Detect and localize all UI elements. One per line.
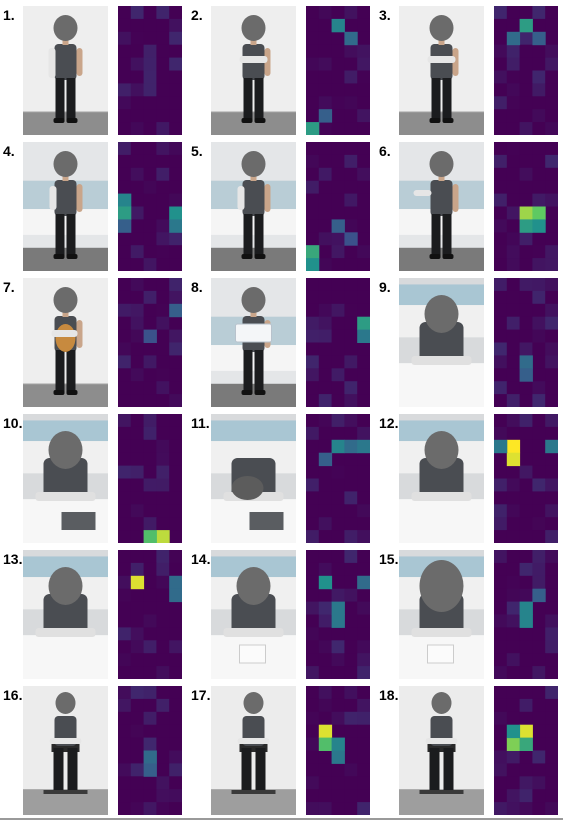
heatmap-hot-cell xyxy=(332,19,345,32)
heatmap-hot-cell xyxy=(332,751,345,764)
pose-photo xyxy=(399,414,484,543)
panel-number: 15. xyxy=(379,551,399,567)
heatmap-hot-cell xyxy=(507,453,520,466)
heatmap-hot-cell xyxy=(357,330,370,343)
pressure-heatmap xyxy=(118,414,182,543)
panel-number: 5. xyxy=(191,143,203,159)
heatmap-hot-cell xyxy=(357,576,370,589)
heatmap-hot-cell xyxy=(520,615,533,628)
pose-photo xyxy=(23,6,108,135)
bottom-divider xyxy=(0,818,563,820)
heatmap-hot-cell xyxy=(332,615,345,628)
panel-number: 18. xyxy=(379,687,399,703)
panel-number: 4. xyxy=(3,143,15,159)
heatmap-hot-cell xyxy=(532,207,545,220)
heatmap-hot-cell xyxy=(319,738,332,751)
heatmap-hot-cell xyxy=(306,245,319,258)
heatmap-hot-cell xyxy=(169,576,182,589)
pressure-heatmap xyxy=(118,686,182,815)
heatmap-hot-cell xyxy=(507,725,520,738)
heatmap-hot-cell xyxy=(156,530,169,543)
panel-2 xyxy=(188,4,375,140)
panel-14 xyxy=(188,548,375,684)
pose-photo xyxy=(211,686,296,815)
pressure-heatmap xyxy=(306,142,370,271)
heatmap-hot-cell xyxy=(169,207,182,220)
heatmap-hot-cell xyxy=(169,589,182,602)
heatmap-hot-cell xyxy=(144,763,157,776)
heatmap-hot-cell xyxy=(169,219,182,232)
heatmap-hot-cell xyxy=(520,355,533,368)
heatmap-hot-cell xyxy=(319,576,332,589)
heatmap-hot-cell xyxy=(144,751,157,764)
panel-10 xyxy=(0,412,187,548)
heatmap-hot-cell xyxy=(144,330,157,343)
panel-number: 17. xyxy=(191,687,211,703)
panel-4 xyxy=(0,140,187,276)
pose-photo xyxy=(23,278,108,407)
heatmap-hot-cell xyxy=(332,219,345,232)
panel-7 xyxy=(0,276,187,412)
pressure-heatmap xyxy=(306,686,370,815)
panel-11 xyxy=(188,412,375,548)
panel-15 xyxy=(376,548,563,684)
panel-number: 8. xyxy=(191,279,203,295)
heatmap-hot-cell xyxy=(520,19,533,32)
panel-5 xyxy=(188,140,375,276)
heatmap-hot-cell xyxy=(532,32,545,45)
pose-photo xyxy=(211,6,296,135)
panel-8 xyxy=(188,276,375,412)
panel-number: 9. xyxy=(379,279,391,295)
heatmap-hot-cell xyxy=(532,219,545,232)
heatmap-hot-cell xyxy=(332,440,345,453)
pressure-heatmap xyxy=(494,414,558,543)
heatmap-hot-cell xyxy=(520,368,533,381)
heatmap-hot-cell xyxy=(520,602,533,615)
pressure-heatmap xyxy=(494,6,558,135)
panel-3 xyxy=(376,4,563,140)
heatmap-hot-cell xyxy=(344,32,357,45)
pressure-heatmap xyxy=(306,414,370,543)
heatmap-hot-cell xyxy=(545,440,558,453)
pressure-heatmap xyxy=(494,278,558,407)
panel-number: 12. xyxy=(379,415,399,431)
pressure-heatmap xyxy=(118,278,182,407)
panel-number: 2. xyxy=(191,7,203,23)
pose-photo xyxy=(399,550,484,679)
pose-photo xyxy=(23,686,108,815)
heatmap-hot-cell xyxy=(118,219,131,232)
heatmap-hot-cell xyxy=(131,576,144,589)
panel-number: 6. xyxy=(379,143,391,159)
pose-photo xyxy=(23,142,108,271)
pressure-heatmap xyxy=(494,142,558,271)
panel-number: 14. xyxy=(191,551,211,567)
heatmap-hot-cell xyxy=(520,725,533,738)
pressure-heatmap xyxy=(306,550,370,679)
heatmap-hot-cell xyxy=(520,207,533,220)
heatmap-hot-cell xyxy=(494,440,507,453)
heatmap-hot-cell xyxy=(306,122,319,135)
heatmap-hot-cell xyxy=(332,738,345,751)
pose-photo xyxy=(399,686,484,815)
heatmap-hot-cell xyxy=(520,219,533,232)
panel-13 xyxy=(0,548,187,684)
pose-photo xyxy=(23,414,108,543)
heatmap-hot-cell xyxy=(319,453,332,466)
heatmap-hot-cell xyxy=(344,232,357,245)
pose-photo xyxy=(399,6,484,135)
pose-photo xyxy=(211,414,296,543)
panel-16 xyxy=(0,684,187,820)
pressure-heatmap xyxy=(494,550,558,679)
heatmap-hot-cell xyxy=(532,589,545,602)
heatmap-hot-cell xyxy=(332,602,345,615)
panel-number: 16. xyxy=(3,687,23,703)
heatmap-hot-cell xyxy=(507,440,520,453)
panel-9 xyxy=(376,276,563,412)
panel-17 xyxy=(188,684,375,820)
panel-number: 3. xyxy=(379,7,391,23)
pressure-heatmap xyxy=(306,6,370,135)
heatmap-hot-cell xyxy=(118,207,131,220)
panel-6 xyxy=(376,140,563,276)
pose-photo xyxy=(23,550,108,679)
heatmap-hot-cell xyxy=(344,440,357,453)
panel-number: 7. xyxy=(3,279,15,295)
pose-photo xyxy=(399,142,484,271)
heatmap-hot-cell xyxy=(357,317,370,330)
panel-number: 11. xyxy=(191,415,210,431)
pressure-heatmap xyxy=(494,686,558,815)
pressure-heatmap xyxy=(118,550,182,679)
heatmap-hot-cell xyxy=(319,725,332,738)
pose-photo xyxy=(211,142,296,271)
heatmap-hot-cell xyxy=(507,738,520,751)
pressure-heatmap xyxy=(306,278,370,407)
panel-18 xyxy=(376,684,563,820)
panel-number: 10. xyxy=(3,415,23,431)
pose-photo xyxy=(211,278,296,407)
heatmap-hot-cell xyxy=(306,258,319,271)
heatmap-hot-cell xyxy=(357,440,370,453)
heatmap-hot-cell xyxy=(144,530,157,543)
heatmap-hot-cell xyxy=(319,109,332,122)
pose-photo xyxy=(211,550,296,679)
pressure-heatmap xyxy=(118,6,182,135)
heatmap-hot-cell xyxy=(520,738,533,751)
panel-1 xyxy=(0,4,187,140)
pose-photo xyxy=(399,278,484,407)
pressure-heatmap xyxy=(118,142,182,271)
heatmap-hot-cell xyxy=(507,32,520,45)
heatmap-hot-cell xyxy=(118,194,131,207)
panel-number: 13. xyxy=(3,551,23,567)
panel-12 xyxy=(376,412,563,548)
heatmap-hot-cell xyxy=(169,304,182,317)
panel-number: 1. xyxy=(3,7,15,23)
